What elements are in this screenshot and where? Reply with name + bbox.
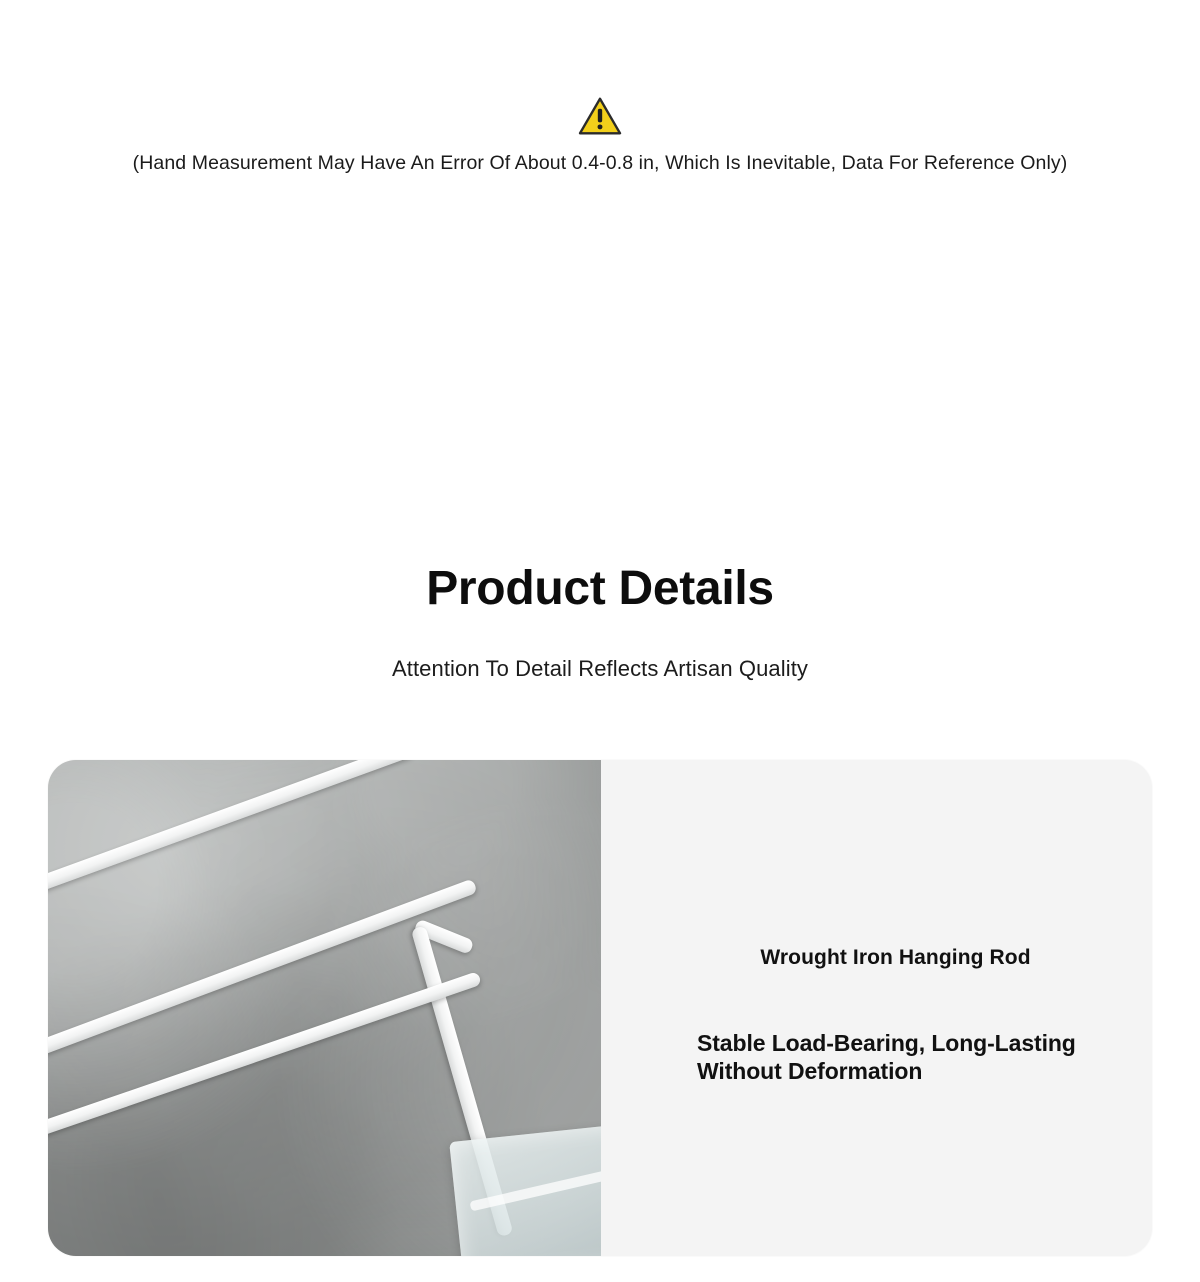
rack-bar-bottom bbox=[48, 971, 482, 1154]
page-title: Product Details bbox=[426, 562, 774, 615]
product-detail-copy bbox=[601, 760, 1152, 1256]
product-detail-card bbox=[48, 760, 1152, 1256]
rack-bar-top bbox=[48, 760, 415, 903]
warning-triangle-icon bbox=[578, 96, 622, 136]
measurement-disclaimer bbox=[0, 96, 1200, 176]
product-details-header bbox=[0, 560, 1200, 682]
glass-panel bbox=[449, 1122, 601, 1256]
product-detail-image bbox=[48, 760, 601, 1256]
feature-title: Wrought Iron Hanging Rod bbox=[760, 946, 1031, 969]
page-subtitle: Attention To Detail Reflects Artisan Quality bbox=[391, 655, 809, 681]
feature-description: Stable Load-Bearing, Long-Lasting Without Deformation bbox=[697, 1030, 1076, 1084]
disclaimer-text: (Hand Measurement May Have An Error Of About 0.4-0.8 in, Which Is Inevitable, Data For Reference Only) bbox=[132, 152, 1068, 174]
